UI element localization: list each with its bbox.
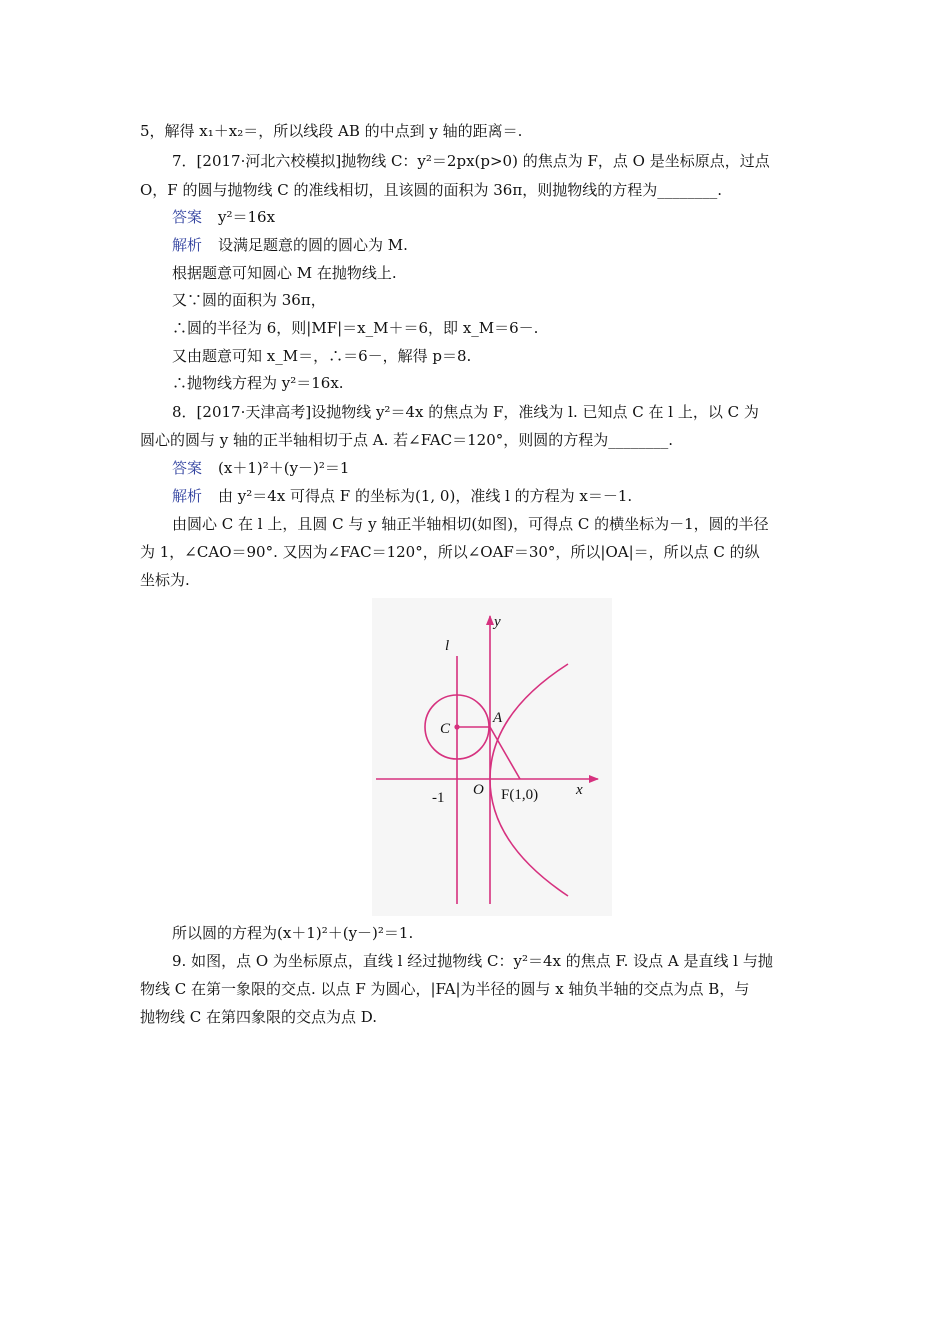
text-line: 5，解得 x₁＋x₂＝，所以线段 AB 的中点到 y 轴的距离＝.	[140, 122, 523, 140]
x-axis-label: x	[576, 782, 583, 798]
problem-7-line-2: O，F 的圆与抛物线 C 的准线相切，且该圆的面积为 36π，则抛物线的方程为________.	[140, 181, 722, 199]
problem-7-line-1: 7．[2017·河北六校模拟]抛物线 C：y²＝2px(p>0) 的焦点为 F，点 O 是坐标原点，过点	[172, 152, 770, 170]
analysis-7	[172, 234, 852, 256]
text-line: 所以圆的方程为(x＋1)²＋(y－)²＝1.	[172, 924, 414, 942]
directrix-label: l	[445, 638, 450, 654]
analysis-8	[172, 485, 852, 507]
parabola-circle-figure	[372, 598, 612, 916]
segment-af	[490, 727, 520, 779]
answer-label: 答案	[172, 208, 203, 226]
analysis-7-text: 设满足题意的圆的圆心为 M.	[218, 236, 408, 254]
answer-7-text: y²＝16x	[218, 208, 276, 226]
problem-9-line-3: 抛物线 C 在第四象限的交点为点 D.	[140, 1008, 378, 1026]
text-line: 坐标为.	[140, 571, 190, 589]
answer-8-text: (x＋1)²＋(y－)²＝1	[218, 459, 350, 477]
point-c-label: C	[440, 721, 451, 737]
focus-label: F(1,0)	[501, 787, 539, 803]
answer-label: 答案	[172, 459, 203, 477]
point-a-label: A	[493, 710, 503, 726]
origin-label: O	[473, 782, 484, 798]
problem-8-line-2: 圆心的圆与 y 轴的正半轴相切于点 A. 若∠FAC＝120°，则圆的方程为________.	[140, 431, 674, 449]
text-line: ∴抛物线方程为 y²＝16x.	[172, 374, 344, 392]
answer-8	[172, 457, 852, 479]
text-line: 又由题意可知 x_M＝，∴＝6－，解得 p＝8.	[172, 347, 472, 365]
text-line: ∴圆的半径为 6，则|MF|＝x_M＋＝6，即 x_M＝6－.	[172, 319, 539, 337]
analysis-label: 解析	[172, 487, 203, 505]
analysis-label: 解析	[172, 236, 203, 254]
parabola-curve	[490, 664, 568, 896]
analysis-8-text: 由 y²＝4x 可得点 F 的坐标为(1, 0)，准线 l 的方程为 x＝－1.	[218, 487, 633, 505]
problem-8-line-1: 8．[2017·天津高考]设抛物线 y²＝4x 的焦点为 F，准线为 l. 已知点 C 在 l 上，以 C 为	[172, 403, 759, 421]
answer-7	[172, 206, 852, 228]
figure-svg	[372, 598, 612, 916]
center-point-c	[454, 724, 459, 729]
text-line: 又∵圆的面积为 36π，	[172, 291, 326, 309]
text-line: 根据题意可知圆心 M 在抛物线上.	[172, 264, 397, 282]
problem-9-line-2: 物线 C 在第一象限的交点. 以点 F 为圆心，|FA|为半径的圆与 x 轴负半轴的交点为点 B，与	[140, 980, 750, 998]
text-line: 由圆心 C 在 l 上，且圆 C 与 y 轴正半轴相切(如图)，可得点 C 的横坐标为－1，圆的半径	[172, 515, 769, 533]
problem-9-line-1: 9. 如图，点 O 为坐标原点，直线 l 经过抛物线 C：y²＝4x 的焦点 F. 设点 A 是直线 l 与抛	[172, 952, 773, 970]
text-line: 为 1，∠CAO＝90°. 又因为∠FAC＝120°，所以∠OAF＝30°，所以|OA|＝，所以点 C 的纵	[140, 543, 760, 561]
y-axis-label: y	[494, 614, 501, 630]
neg-one-label: -1	[432, 790, 445, 806]
